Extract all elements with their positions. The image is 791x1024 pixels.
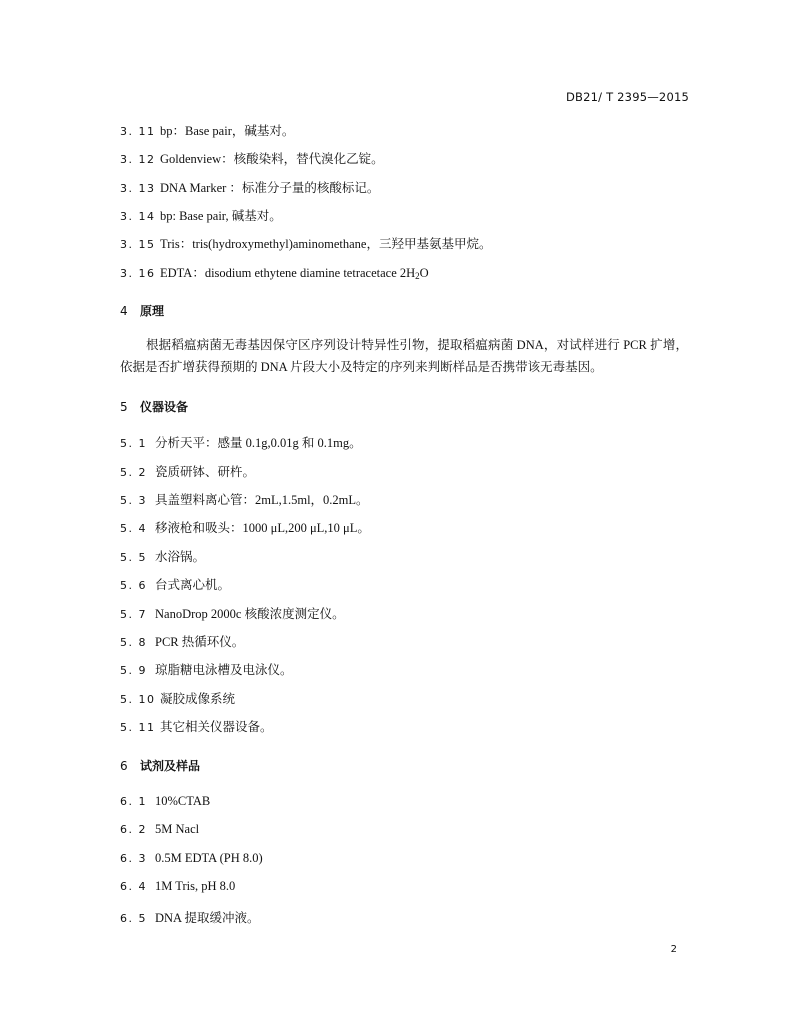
clause-5-11 [120,717,273,735]
clause-6-5 [120,908,260,926]
clause-text: 5M Nacl [155,822,200,836]
clause-number: 5. 6 [120,579,147,592]
clause-number: 5. 9 [120,664,147,677]
clause-3-14 [120,206,282,224]
clause-text: bp: Base pair, 碱基对。 [160,209,282,223]
clause-number: 6. 3 [120,852,147,865]
clause-text: 水浴锅。 [155,550,206,564]
clause-number: 3. 11 [120,125,156,138]
clause-text: 台式离心机。 [155,578,231,592]
clause-5-9 [120,660,293,678]
clause-number: 3. 15 [120,238,156,251]
section-number: 6 [120,759,128,773]
section-heading-4 [120,302,164,319]
clause-text: 凝胶成像系统 [160,692,236,706]
section-number: 5 [120,400,128,414]
clause-5-5 [120,547,205,565]
clause-text: Goldenview：核酸染料，替代溴化乙锭。 [160,152,384,166]
section-heading-5 [120,398,188,415]
clause-5-8 [120,632,244,650]
clause-3-15 [120,234,491,252]
clause-number: 6. 2 [120,823,147,836]
clause-6-4 [120,879,235,894]
clause-6-3 [120,851,263,866]
clause-3-16 [120,263,429,281]
section-number: 4 [120,304,128,318]
clause-number: 3. 14 [120,210,156,223]
clause-5-1 [120,433,362,451]
clause-number: 3. 12 [120,153,156,166]
clause-number: 6. 4 [120,880,147,893]
clause-text: DNA Marker ：标准分子量的核酸标记。 [160,181,380,195]
clause-6-2 [120,822,199,837]
clause-number: 5. 3 [120,494,147,507]
clause-text: 分析天平：感量 0.1g,0.01g 和 0.1mg。 [155,436,362,450]
clause-5-4 [120,518,370,536]
section-title: 原理 [140,304,165,318]
clause-text: DNA 提取缓冲液。 [155,911,260,925]
clause-5-6 [120,575,230,593]
clause-text: 1M Tris, pH 8.0 [155,879,236,893]
clause-number: 5. 10 [120,693,156,706]
clause-number: 5. 4 [120,522,147,535]
clause-text: PCR 热循环仪。 [155,635,245,649]
clause-number: 5. 8 [120,636,147,649]
clause-text: 具盖塑料离心管：2mL,1.5ml，0.2mL。 [155,493,369,507]
clause-5-2 [120,462,255,480]
clause-number: 6. 1 [120,795,147,808]
clause-number: 5. 5 [120,551,147,564]
clause-3-12 [120,149,384,167]
principle-paragraph: 根据稻瘟病菌无毒基因保守区序列设计特异性引物，提取稻瘟病菌 DNA，对试样进行 PCR 扩增，依据是否扩增获得预期的 DNA 片段大小及特定的序列来判断样品是否携带该无毒基因。 [120,338,688,374]
clause-text: 瓷质研钵、研杵。 [155,465,256,479]
clause-number: 5. 7 [120,608,147,621]
clause-5-7 [120,604,345,622]
clause-text: Tris：tris(hydroxymethyl)aminomethane，三羟甲基氨基甲烷。 [160,237,492,251]
clause-5-10 [120,689,235,707]
section-title: 试剂及样品 [140,759,201,773]
clause-text: 0.5M EDTA (PH 8.0) [155,851,263,865]
clause-text: 其它相关仪器设备。 [160,720,273,734]
clause-text: bp：Base pair，碱基对。 [160,124,295,138]
clause-text: EDTA：disodium ethytene diamine tetracetace $2H_2O$ [160,266,429,281]
clause-6-1 [120,794,210,809]
clause-text: 移液枪和吸头：1000 μL,200 μL,10 μL。 [155,521,370,535]
clause-number: 5. 11 [120,721,156,734]
clause-text: 琼脂糖电泳槽及电泳仪。 [155,663,293,677]
section-heading-6 [120,757,200,774]
page-number: 2 [670,944,677,955]
standard-code: DB21/ T 2395—2015 [565,90,689,104]
clause-5-3 [120,490,369,508]
clause-text: NanoDrop 2000c 核酸浓度测定仪。 [155,607,345,621]
clause-3-11 [120,121,294,139]
clause-number: 6. 5 [120,912,147,925]
clause-number: 3. 16 [120,267,156,280]
clause-number: 5. 2 [120,466,147,479]
clause-3-13 [120,178,379,196]
clause-text: 10%CTAB [155,794,211,808]
section-title: 仪器设备 [140,400,189,414]
clause-number: 3. 13 [120,182,156,195]
clause-number: 5. 1 [120,437,147,450]
